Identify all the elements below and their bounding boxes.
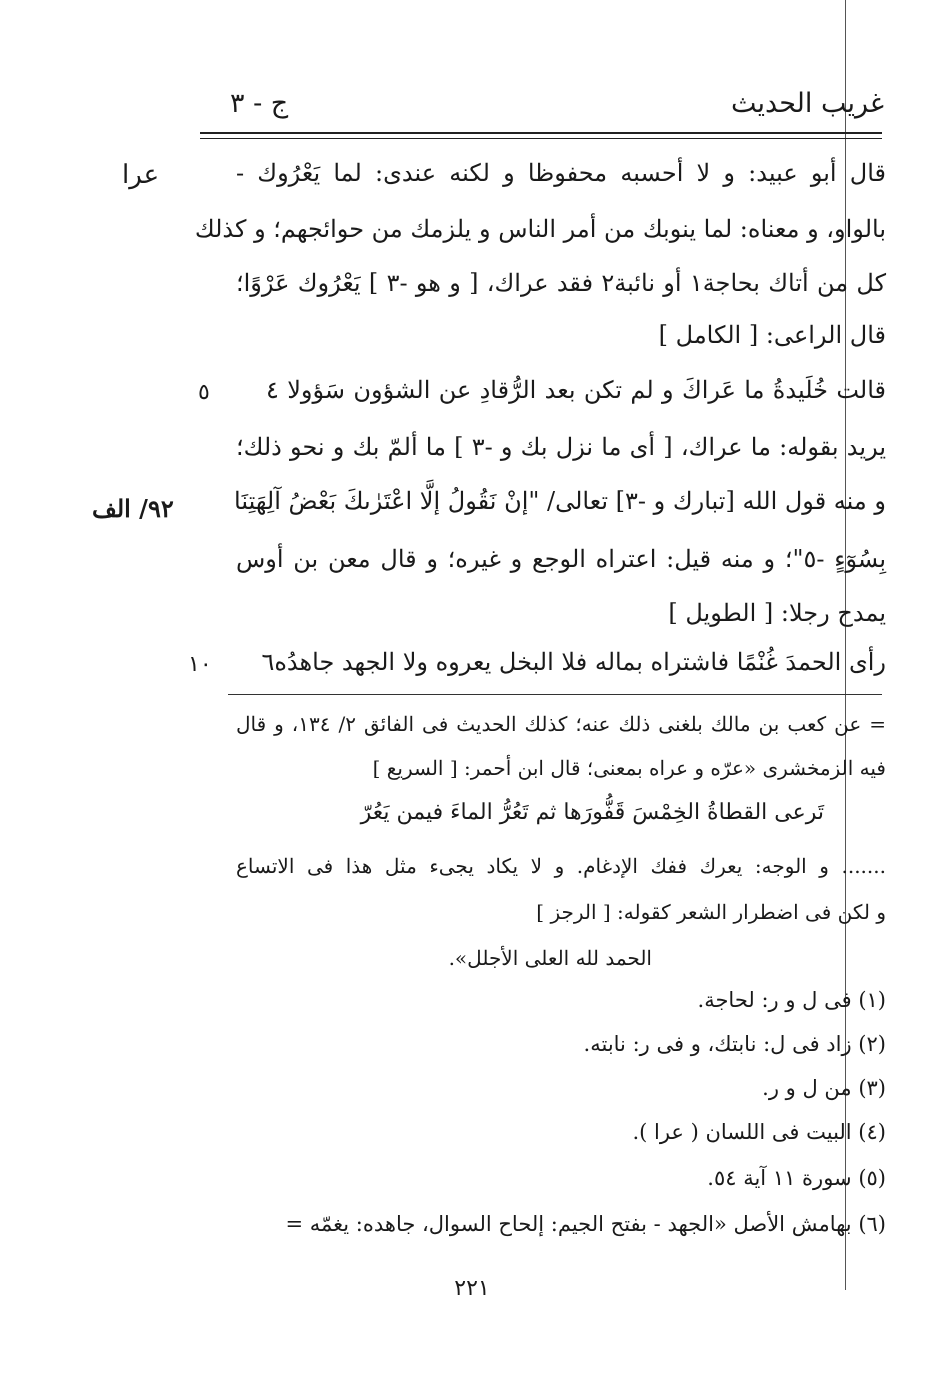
body-line: يريد بقوله: ما عراك، [ أى ما نزل بك و -٣ ] ما ألمّ بك و نحو ذلك؛ xyxy=(236,433,886,461)
running-title: غريب الحديث xyxy=(731,88,884,119)
footnote-continuation-line: = عن كعب بن مالك بلغنى ذلك عنه؛ كذلك الحديث فى الفائق ٢/ ١٣٤، و قال xyxy=(236,712,886,736)
body-line: بالواو، و معناه: لما ينوبك من أمر الناس و يلزمك من حوائجهم؛ و كذلك xyxy=(194,215,886,243)
footnote-continuation-line: فيه الزمخشرى «عرّه و عراه بمعنى؛ قال ابن أحمر: [ السريع ] xyxy=(372,756,886,780)
footnote-verse-line: الحمد لله العلى الأجلل». xyxy=(448,946,652,970)
verse-line: رأى الحمدَ غُنْمًا فاشتراه بماله فلا البخل يعروه ولا الجهد جاهدُه٦ xyxy=(261,648,886,676)
footnote-rule xyxy=(228,694,882,695)
verse-line: قالت خُلَيدةُ ما عَراكَ و لم تكن بعد الرُّقادِ عن الشؤون سَؤولا ٤ xyxy=(266,376,886,404)
footnote-continuation-line: ....... و الوجه: يعرك ففك الإدغام. و لا يكاد يجىء مثل هذا فى الاتساع xyxy=(236,854,886,878)
footnote-item: (١) فى ل و ر: لحاجة. xyxy=(697,988,886,1012)
footnote-item: (٥) سورة ١١ آية ٥٤. xyxy=(707,1166,886,1190)
body-line: قال الراعى: [ الكامل ] xyxy=(658,321,886,349)
margin-folio-mark: ٩٢/ الف xyxy=(92,494,174,523)
footnote-item: (٤) البيت فى اللسان ( عرا ). xyxy=(632,1120,886,1144)
body-line: بِسُوٓءٍ -٥"؛ و منه قيل: اعتراه الوجع و غيره؛ و قال معن بن أوس xyxy=(236,545,887,573)
header-rule-thin xyxy=(200,138,882,139)
line-marker-5: ٥ xyxy=(198,380,210,405)
line-marker-10: ١٠ xyxy=(188,652,212,677)
volume-label: ج - ٣ xyxy=(230,88,289,119)
body-line: قال أبو عبيد: و لا أحسبه محفوظا و لكنه عندى: لما يَعْرُوك - xyxy=(236,159,886,187)
footnote-item: (٣) من ل و ر. xyxy=(762,1076,886,1100)
margin-entry-word: عرا xyxy=(122,160,160,190)
body-line: و منه قول الله [تبارك و -٣] تعالى/ "إنْ نَقُولُ إلَّا اعْتَرٰىكَ بَعْضُ آلِهَتِنَا xyxy=(234,487,886,515)
page-number: ٢٢١ xyxy=(454,1276,490,1301)
footnote-continuation-line: و لكن فى اضطرار الشعر كقوله: [ الرجز ] xyxy=(536,900,886,924)
footnote-item: (٦) بهامش الأصل «الجهد - بفتح الجيم: إلحاح السوال، جاهده: يغمّه = xyxy=(285,1212,886,1236)
footnote-verse-line: تَرعى القطاةُ الخِمْسَ قَفُّورَها ثم تَعُرُّ الماءَ فيمن يَعُرّ xyxy=(360,800,824,825)
body-line: كل من أتاك بحاجة١ أو نائبة٢ فقد عراك، [ و هو -٣ ] يَعْرُوك عَرْوًا؛ xyxy=(236,269,887,297)
footnote-item: (٢) زاد فى ل: نابتك، و فى ر: نابته. xyxy=(583,1032,886,1056)
header-rule-thick xyxy=(200,132,882,134)
body-line: يمدح رجلا: [ الطويل ] xyxy=(668,599,886,627)
